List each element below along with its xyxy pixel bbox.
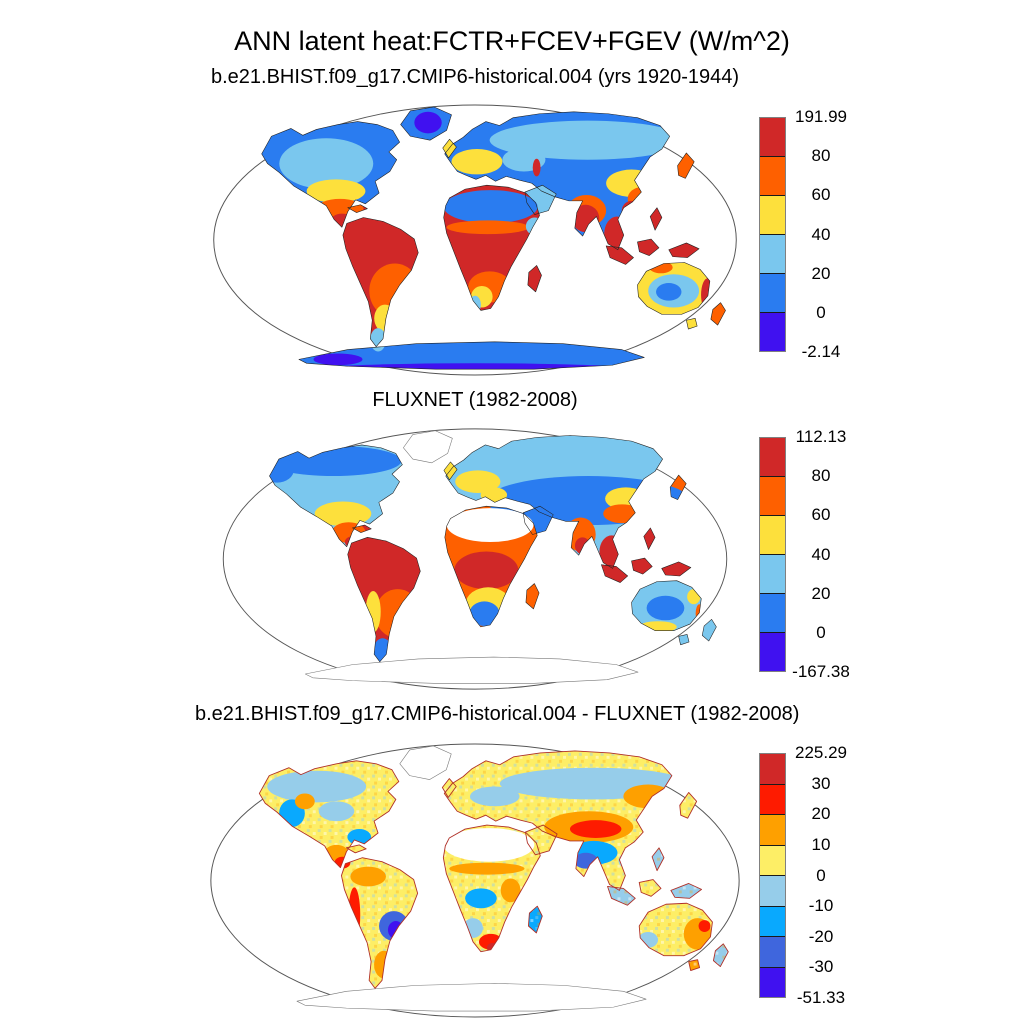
colorbar-segment (760, 754, 785, 785)
colorbar-tick-label: 0 (816, 622, 826, 642)
colorbar-tick-labels (790, 427, 852, 681)
colorbar-tick-label: -10 (808, 896, 834, 916)
data-region (454, 551, 518, 589)
colorbar-tick-label: 112.13 (795, 427, 847, 446)
colorbar-tick-label: 191.99 (795, 107, 847, 126)
land-nz (711, 303, 726, 326)
colorbar-segment (760, 815, 785, 846)
colorbar-tick-label: 0 (816, 302, 826, 322)
world-map-1 (195, 103, 755, 377)
data-region (260, 456, 294, 482)
data-region (444, 190, 538, 223)
data-region (470, 787, 519, 807)
data-region (570, 820, 621, 838)
colorbar-segment (760, 785, 785, 816)
figure-title: ANN latent heat:FCTR+FCEV+FGEV (W/m^2) (234, 26, 790, 56)
colorbar-tick-labels (790, 743, 852, 1007)
colorbar-tick-label: 60 (811, 185, 831, 205)
colorbar-segment (760, 313, 785, 351)
colorbar-segments (759, 437, 786, 672)
colorbar-tick-label: 20 (811, 804, 831, 824)
colorbar-panel-2 (759, 427, 850, 681)
colorbar-segment (760, 968, 785, 998)
colorbar-tick-label: -167.38 (792, 662, 850, 681)
colorbar-segment (760, 196, 785, 235)
data-region (319, 801, 355, 821)
data-region (449, 863, 524, 875)
data-region (656, 283, 681, 301)
land-nz (702, 619, 716, 641)
world-map-3 (195, 742, 755, 1019)
data-region (465, 888, 497, 908)
colorbar-segment (760, 157, 785, 196)
data-region (647, 596, 685, 621)
panel-3-subtitle: b.e21.BHIST.f09_g17.CMIP6-historical.004 - FLUXNET (1982-2008) (195, 703, 800, 725)
colorbar-segment (760, 235, 785, 274)
map-panel-2-fluxnet (195, 427, 755, 691)
panel-1-subtitle: b.e21.BHIST.f09_g17.CMIP6-historical.004 (yrs 1920-1944) (210, 66, 740, 88)
colorbar-tick-label: 20 (811, 583, 831, 603)
colorbar-segment (760, 846, 785, 877)
data-region (452, 149, 503, 174)
colorbar-tick-labels (790, 107, 852, 361)
colorbar-tick-label: 0 (816, 865, 826, 885)
colorbar-segment (760, 876, 785, 907)
colorbar-segment (760, 477, 785, 516)
colorbar-segments (759, 117, 786, 352)
colorbar-segment (760, 118, 785, 157)
data-region (533, 159, 541, 177)
colorbar-segment (760, 633, 785, 671)
colorbar-tick-label: 40 (811, 544, 831, 564)
colorbar-tick-label: 80 (811, 466, 831, 486)
colorbar-tick-label: -2.14 (801, 342, 841, 361)
colorbar-tick-label: -51.33 (796, 988, 846, 1007)
colorbar-tick-label: 225.29 (795, 743, 847, 762)
colorbar-tick-label: 30 (811, 773, 831, 793)
colorbar-panel-1 (759, 107, 847, 361)
colorbar-tick-label: 80 (811, 146, 831, 166)
colorbar-segment (760, 907, 785, 938)
colorbar-tick-label: -20 (808, 926, 834, 946)
colorbar-tick-label: -30 (808, 957, 834, 977)
colorbar-segment (760, 555, 785, 594)
colorbar-panel-3 (759, 743, 847, 1007)
world-map-2 (195, 427, 755, 691)
data-region (267, 771, 366, 803)
colorbar-tick-label: 20 (811, 263, 831, 283)
data-region (447, 220, 529, 234)
data-region (699, 920, 711, 932)
colorbar-segment (760, 937, 785, 968)
colorbar-segment (760, 594, 785, 633)
colorbar-tick-label: 60 (811, 505, 831, 525)
colorbar-tick-label: 10 (811, 834, 831, 854)
colorbar-segment (760, 274, 785, 313)
colorbar-segment (760, 438, 785, 477)
data-region (350, 867, 386, 887)
colorbar-tick-label: 40 (811, 224, 831, 244)
data-region (295, 793, 315, 809)
colorbar-segment (760, 516, 785, 555)
colorbar-segments (759, 753, 786, 998)
map-panel-1-model (195, 103, 755, 377)
data-region (414, 112, 441, 134)
panel-2-subtitle: FLUXNET (1982-2008) (372, 389, 578, 411)
map-panel-3-difference (195, 742, 755, 1019)
